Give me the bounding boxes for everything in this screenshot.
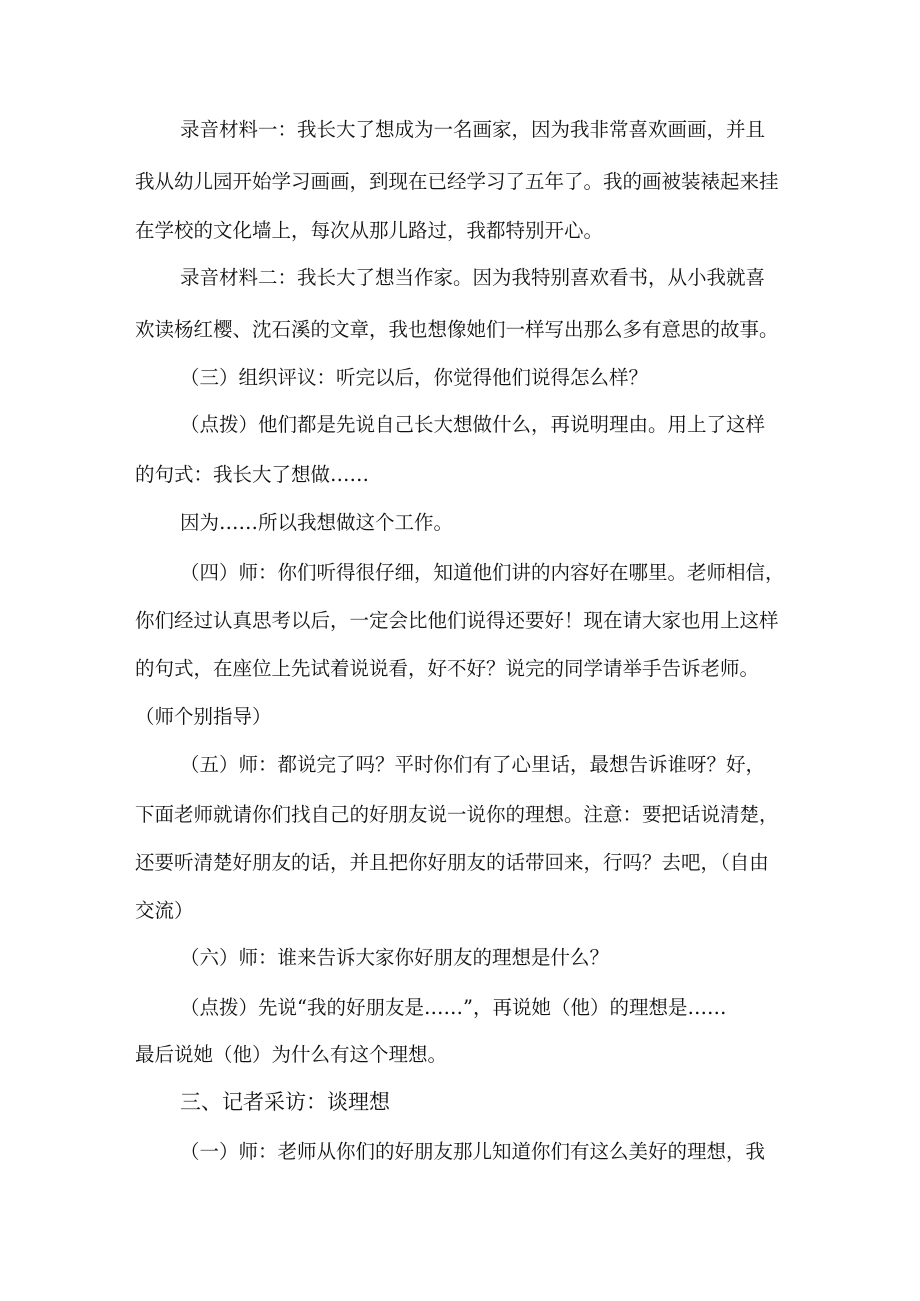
text-line: （点拨）先说“我的好朋友是……”，再说她（他）的理想是…… <box>180 996 727 1019</box>
text-line: 因为……所以我想做这个工作。 <box>180 511 454 534</box>
text-line: 交流） <box>135 899 194 922</box>
text-line: 我从幼儿园开始学习画画，到现在已经学习了五年了。我的画被装裱起来挂 <box>135 170 779 193</box>
text-line: （四）师：你们听得很仔细，知道他们讲的内容好在哪里。老师相信， <box>180 561 785 584</box>
section-heading: 三、记者采访：谈理想 <box>180 1090 390 1114</box>
text-line: 在学校的文化墙上，每次从那儿路过，我都特别开心。 <box>135 219 604 242</box>
text-line: 欢读杨红樱、沈石溪的文章，我也想像她们一样写出那么多有意思的故事。 <box>135 318 779 341</box>
text-line: 你们经过认真思考以后，一定会比他们说得还要好！现在请大家也用上这样 <box>135 609 779 632</box>
text-line: 的句式，在座位上先试着说说看，好不好？说完的同学请举手告诉老师。 <box>135 657 760 680</box>
text-line: （师个别指导） <box>135 705 272 728</box>
text-line: 还要听清楚好朋友的话，并且把你好朋友的话带回来，行吗？去吧，（自由 <box>135 851 769 874</box>
text-line: 录音材料二：我长大了想当作家。因为我特别喜欢看书，从小我就喜 <box>180 266 766 289</box>
text-line: 录音材料一：我长大了想成为一名画家，因为我非常喜欢画画，并且 <box>180 118 766 141</box>
text-line: （六）师：谁来告诉大家你好朋友的理想是什么？ <box>180 946 610 969</box>
text-line: （一）师：老师从你们的好朋友那儿知道你们有这么美好的理想，我 <box>180 1140 766 1163</box>
text-line: （三）组织评议：听完以后，你觉得他们说得怎么样？ <box>180 366 649 389</box>
text-line: 下面老师就请你们找自己的好朋友说一说你的理想。注意：要把话说清楚， <box>135 803 779 826</box>
text-line: 的句式：我长大了想做…… <box>135 463 370 486</box>
text-line: （五）师：都说完了吗？平时你们有了心里话，最想告诉谁呀？好， <box>180 753 766 776</box>
text-line: （点拨）他们都是先说自己长大想做什么，再说明理由。用上了这样 <box>180 413 766 436</box>
text-line: 最后说她（他）为什么有这个理想。 <box>135 1043 448 1066</box>
